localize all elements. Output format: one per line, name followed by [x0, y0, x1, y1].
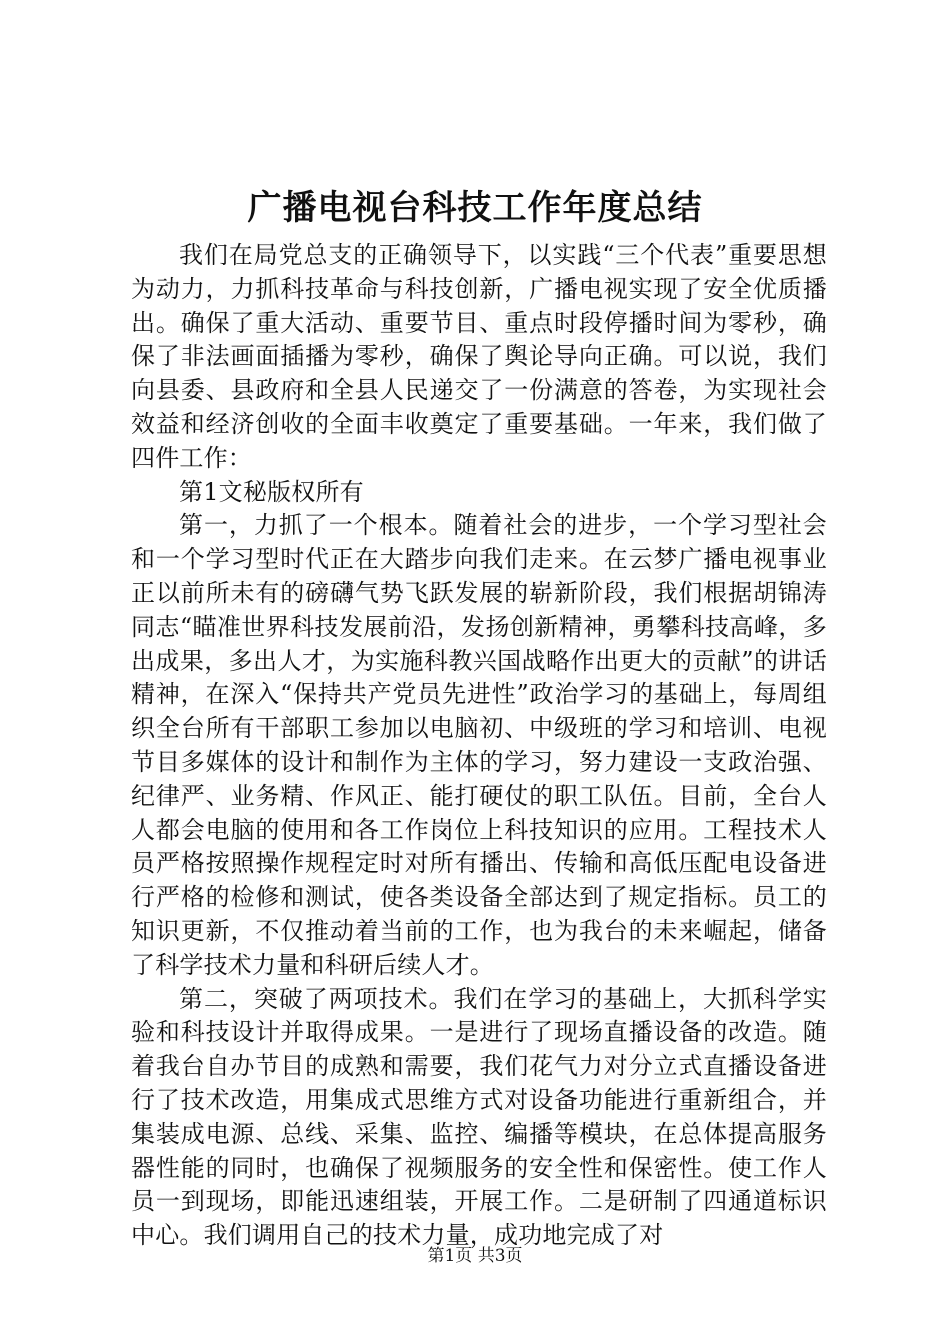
document-title: 广播电视台科技工作年度总结 [247, 188, 703, 228]
paragraph-first: 第一，力抓了一个根本。随着社会的进步，一个学习型社会和一个学习型时代正在大踏步向我们走来。在云梦广播电视事业正以前所未有的磅礴气势飞跃发展的崭新阶段，我们根据胡锦涛同志“瞄准世界科技发展前沿，发扬创新精神，勇攀科技高峰，多出成果，多出人才，为实施科教兴国战略作出更大的贡献”的讲话精神，在深入“保持共产党员先进性”政治学习的基础上，每周组织全台所有干部职工参加以电脑初、中级班的学习和培训、电视节目多媒体的设计和制作为主体的学习，努力建设一支政治强、纪律严、业务精、作风正、能打硬仗的职工队伍。目前，全台人人都会电脑的使用和各工作岗位上科技知识的应用。工程技术人员严格按照操作规程定时对所有播出、传输和高低压配电设备进行严格的检修和测试，使各类设备全部达到了规定指标。员工的知识更新，不仅推动着当前的工作，也为我台的未来崛起，储备了科学技术力量和科研后续人才。 [131, 511, 827, 979]
paragraph-intro: 我们在局党总支的正确领导下，以实践“三个代表”重要思想为动力，力抓科技革命与科技创新，广播电视实现了安全优质播出。确保了重大活动、重要节目、重点时段停播时间为零秒，确保了非法画面插播为零秒，确保了舆论导向正确。可以说，我们向县委、县政府和全县人民递交了一份满意的答卷，为实现社会效益和经济创收的全面丰收奠定了重要基础。一年来，我们做了四件工作： [131, 241, 827, 472]
page-footer: 第1页 共3页 [427, 1246, 523, 1266]
document-body [131, 239, 827, 1253]
paragraph-second: 第二，突破了两项技术。我们在学习的基础上，大抓科学实验和科技设计并取得成果。一是进行了现场直播设备的改造。随着我台自办节目的成熟和需要，我们花气力对分立式直播设备进行了技术改造，用集成式思维方式对设备功能进行重新组合，并集装成电源、总线、采集、监控、编播等模块，在总体提高服务器性能的同时，也确保了视频服务的安全性和保密性。使工作人员一到现场，即能迅速组装，开展工作。二是研制了四通道标识中心。我们调用自己的技术力量，成功地完成了对 [131, 984, 827, 1250]
paragraph-copyright-line: 第1文秘版权所有 [179, 477, 364, 506]
